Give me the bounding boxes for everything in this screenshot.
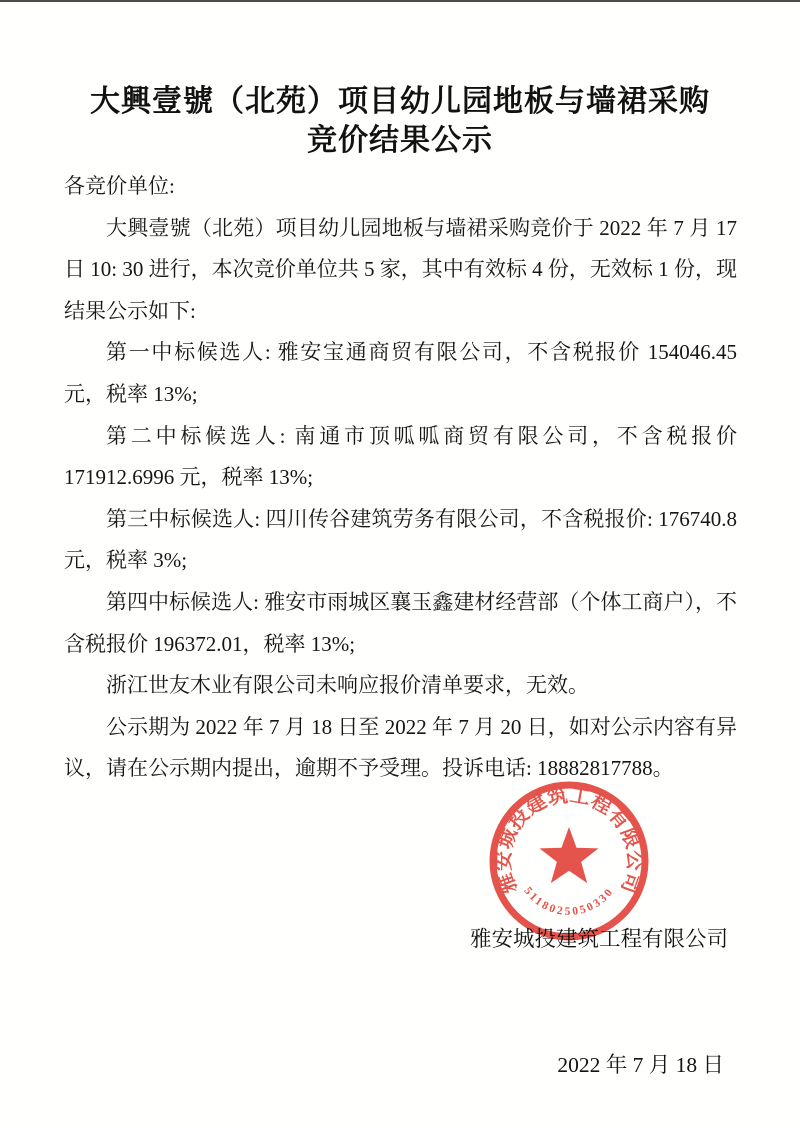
seal-arc-text: 雅安城投建筑工程有限公司 — [492, 784, 646, 897]
seal-number: 5118025050330 — [521, 885, 617, 918]
paragraph-overview: 大興壹號（北苑）项目幼儿园地板与墙裙采购竞价于 2022 年 7 月 17 日 10: 30 进行，本次竞价单位共 5 家，其中有效标 4 份，无效标 1 份，现结果公示如下: — [64, 215, 737, 323]
paragraph-invalid-bid: 浙江世友木业有限公司未响应报价清单要求，无效。 — [106, 673, 589, 698]
signature-company: 雅安城投建筑工程有限公司 — [469, 927, 728, 951]
paragraph-candidate-1: 第一中标候选人: 雅安宝通商贸有限公司，不含税报价 154046.45 元，税率 13%; — [64, 340, 737, 406]
signature-date: 2022 年 7 月 18 日 — [557, 1053, 724, 1077]
paragraph-candidate-3: 第三中标候选人: 四川传谷建筑劳务有限公司，不含税报价: 176740.8 元，税率 3%; — [64, 506, 737, 573]
document-body — [64, 166, 737, 790]
paragraph-candidate-2: 第二中标候选人: 南通市顶呱呱商贸有限公司，不含税报价 171912.6996 元，税率 13%; — [64, 423, 737, 490]
scan-edge-artifact — [0, 0, 800, 2]
salutation: 各竞价单位: — [64, 174, 175, 198]
title-line-1: 大興壹號（北苑）项目幼儿园地板与墙裙采购 — [90, 85, 710, 118]
document-title — [0, 0, 800, 160]
paragraph-publicity-period: 公示期为 2022 年 7 月 18 日至 2022 年 7 月 20 日，如对公示内容有异议，请在公示期内提出，逾期不予受理。投诉电话: 18882817788。 — [64, 714, 737, 781]
title-line-2: 竞价结果公示 — [307, 124, 493, 157]
signature-block — [470, 834, 728, 1131]
paragraph-candidate-4: 第四中标候选人: 雅安市雨城区襄玉鑫建材经营部（个体工商户），不含税报价 196372.01，税率 13%; — [64, 589, 737, 656]
